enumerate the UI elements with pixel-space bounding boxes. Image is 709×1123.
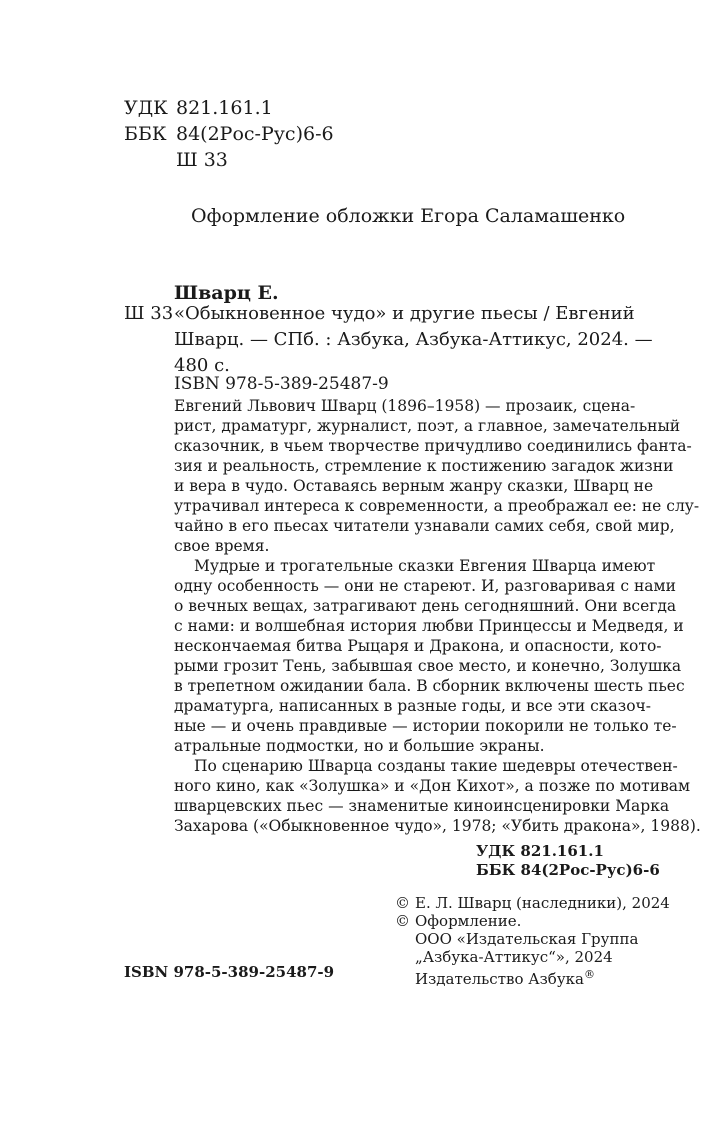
udk-key: УДК: [124, 97, 168, 119]
annotation-line: По сценарию Шварца созданы такие шедевры отечествен-: [194, 757, 678, 775]
annotation-line: шварцевских пьес — знаменитые киноинсценировки Марка: [174, 797, 670, 815]
author-mark-line: [124, 147, 334, 173]
title-line: «Обыкновенное чудо» и другие пьесы / Евгений: [174, 303, 635, 324]
registered-icon: ®: [583, 968, 595, 981]
bottom-udc: [476, 842, 660, 880]
copyright-symbol: ©: [395, 894, 410, 912]
annotation-line: Захарова («Обыкновенное чудо», 1978; «Убить дракона», 1988).: [174, 817, 701, 835]
annotation-line: Мудрые и трогательные сказки Евгения Шварца имеют: [194, 557, 656, 575]
annotation-line: с нами: и волшебная история любви Принцессы и Медведя, и: [174, 617, 684, 635]
annotation-line: свое время.: [174, 537, 270, 555]
udc-block: [124, 95, 334, 173]
isbn-bottom: ISBN 978-5-389-25487-9: [124, 963, 335, 981]
copyright-line: [395, 894, 670, 912]
bottom-udk: УДК 821.161.1: [476, 842, 604, 860]
annotation-line: атральные подмостки, но и большие экраны.: [174, 737, 545, 755]
copyright-text: Оформление.: [415, 912, 522, 930]
annotation-line: о вечных вещах, затрагивают день сегодняшний. Они всегда: [174, 597, 677, 615]
copyright-line: [395, 966, 670, 988]
annotation-line: драматурга, написанных в разные годы, и все эти сказоч-: [174, 697, 652, 715]
catalog-mark: Ш 33: [124, 303, 174, 324]
bottom-bbk: ББК 84(2Рос-Рус)6-6: [476, 861, 660, 879]
annotation-line: рыми грозит Тень, забывшая свое место, и конечно, Золушка: [174, 657, 682, 675]
copyright-text: Издательство Азбука: [415, 970, 584, 988]
cover-credit: Оформление обложки Егора Саламашенко: [191, 205, 626, 227]
annotation-line: зия и реальность, стремление к постижению загадок жизни: [174, 457, 674, 475]
author-mark: Ш 33: [176, 149, 228, 171]
copyright-text: „Азбука-Аттикус“», 2024: [415, 948, 613, 966]
bbk-value: 84(2Рос-Рус)6-6: [176, 123, 334, 145]
bibliographic-title: [174, 301, 653, 379]
annotation-line: нескончаемая битва Рыцаря и Дракона, и опасности, кото-: [174, 637, 662, 655]
title-line: Шварц. — СПб. : Азбука, Азбука-Аттикус, 2024. —: [174, 329, 653, 350]
author-name: Шварц Е.: [174, 282, 279, 304]
annotation-line: ные — и очень правдивые — истории покорили не только те-: [174, 717, 677, 735]
copyright-symbol: ©: [395, 912, 410, 930]
udk-value: 821.161.1: [176, 97, 273, 119]
isbn-main: ISBN 978-5-389-25487-9: [174, 374, 389, 394]
copyright-text: Е. Л. Шварц (наследники), 2024: [415, 894, 670, 912]
annotation-paragraph: [174, 556, 685, 756]
annotation-line: рист, драматург, журналист, поэт, а главное, замечательный: [174, 417, 681, 435]
annotation-line: ного кино, как «Золушка» и «Дон Кихот», а позже по мотивам: [174, 777, 691, 795]
annotation-line: Евгений Львович Шварц (1896–1958) — прозаик, сцена-: [174, 397, 636, 415]
copyright-line: [395, 930, 670, 948]
annotation: [174, 396, 701, 836]
copyright-line: [395, 948, 670, 966]
annotation-line: сказочник, в чьем творчестве причудливо соединились фанта-: [174, 437, 692, 455]
udk-line: [124, 95, 334, 121]
annotation-paragraph: [174, 756, 701, 836]
copyright-line: [395, 912, 670, 930]
title-line: 480 с.: [174, 355, 230, 376]
annotation-line: и вера в чудо. Оставаясь верным жанру сказки, Шварц не: [174, 477, 654, 495]
annotation-paragraph: [174, 396, 700, 556]
bbk-line: [124, 121, 334, 147]
copyright-block: [395, 894, 670, 988]
bbk-key: ББК: [124, 123, 167, 145]
annotation-line: в трепетном ожидании бала. В сборник включены шесть пьес: [174, 677, 685, 695]
annotation-line: одну особенность — они не стареют. И, разговаривая с нами: [174, 577, 676, 595]
annotation-line: чайно в его пьесах читатели узнавали самих себя, свой мир,: [174, 517, 675, 535]
annotation-line: утрачивал интереса к современности, а преображал ее: не слу-: [174, 497, 700, 515]
copyright-text: ООО «Издательская Группа: [415, 930, 639, 948]
